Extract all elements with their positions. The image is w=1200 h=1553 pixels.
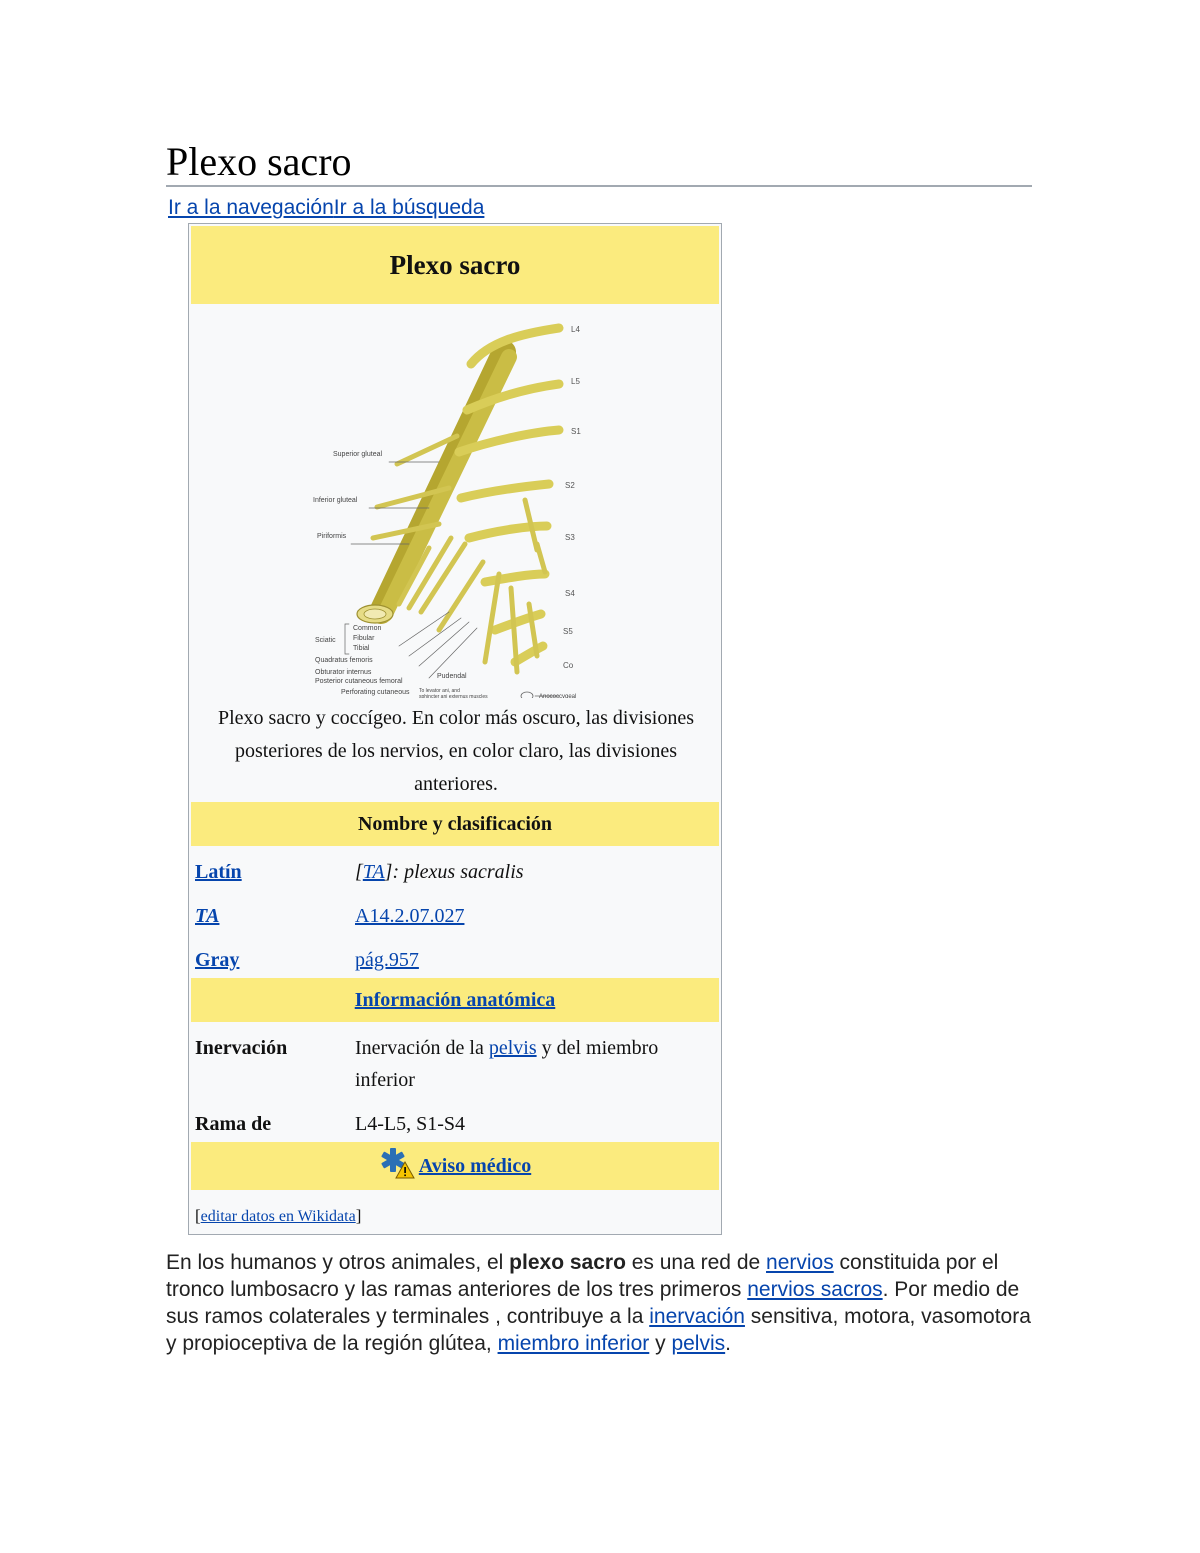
level-label: L5 bbox=[571, 377, 580, 386]
nerve-label: Tibial bbox=[353, 645, 370, 652]
level-label: L4 bbox=[571, 325, 580, 334]
nerve-label: Quadratus femoris bbox=[315, 657, 373, 664]
nerve-label: Pudendal bbox=[437, 673, 467, 680]
intro-text: constituida por el tronco lumbosacro y las ramas anteriores de los tres primeros bbox=[166, 1251, 999, 1301]
inervacion-link[interactable]: inervación bbox=[649, 1305, 745, 1328]
nerve-label: To levator ani, and bbox=[419, 688, 460, 694]
nerve-label: Sciatic bbox=[315, 637, 336, 644]
nerve-label: Anococcygeal bbox=[539, 694, 577, 698]
innervation-value bbox=[355, 1032, 715, 1096]
jump-to-search-link[interactable]: Ir a la búsqueda bbox=[333, 196, 485, 219]
level-label: S5 bbox=[563, 627, 573, 636]
innervation-text: Inervación de la bbox=[355, 1037, 489, 1059]
intro-text: es una red de bbox=[625, 1251, 767, 1274]
level-label: S3 bbox=[565, 533, 575, 542]
star-of-life-warning-icon bbox=[379, 1146, 415, 1180]
sacral-plexus-illustration[interactable] bbox=[289, 312, 609, 698]
title-divider bbox=[166, 185, 1032, 187]
level-label: S1 bbox=[571, 427, 581, 436]
nervios-sacros-link[interactable]: nervios sacros bbox=[747, 1278, 883, 1301]
intro-text: . Por medio de sus ramos colaterales y terminales , contribuye a la bbox=[166, 1278, 1020, 1328]
ta-link[interactable]: TA bbox=[195, 905, 220, 927]
jump-links bbox=[168, 194, 484, 222]
nerve-label: Fibular bbox=[353, 635, 375, 642]
intro-paragraph bbox=[166, 1249, 1046, 1357]
latin-name: : plexus sacralis bbox=[392, 861, 524, 883]
nerve-label: Superior gluteal bbox=[333, 451, 383, 458]
intro-text: En los humanos y otros animales, el bbox=[166, 1251, 510, 1274]
nerve-label: Inferior gluteal bbox=[313, 497, 358, 504]
page-title: Plexo sacro bbox=[166, 139, 352, 184]
ta-ref-link[interactable]: TA bbox=[362, 861, 385, 883]
infobox-caption: Plexo sacro y coccígeo. En color más oscuro, las divisiones posteriores de los nervios, en color claro, las divisiones anteriores. bbox=[218, 707, 694, 795]
medical-warning-link[interactable]: Aviso médico bbox=[418, 1154, 532, 1177]
pelvis-link[interactable]: pelvis bbox=[488, 1037, 537, 1059]
intro-text: y bbox=[649, 1332, 672, 1355]
level-label: S4 bbox=[565, 589, 575, 598]
nerve-label: Obturator internus bbox=[315, 669, 372, 676]
latin-value: [TA]: plexus sacralis bbox=[355, 861, 524, 883]
level-label: S2 bbox=[565, 481, 575, 490]
nervios-link[interactable]: nervios bbox=[766, 1251, 834, 1274]
section-name-classification: Nombre y clasificación bbox=[191, 802, 719, 846]
innervation-text-end: y del miembro inferior bbox=[355, 1037, 659, 1091]
edit-wikidata-link[interactable]: editar datos en Wikidata bbox=[200, 1208, 356, 1225]
jump-to-navigation-link[interactable]: Ir a la navegación bbox=[168, 196, 334, 219]
ta-code-link[interactable]: A14.2.07.027 bbox=[355, 905, 465, 927]
innervation-label: Inervación bbox=[195, 1037, 288, 1059]
nerve-label: Piriformis bbox=[317, 533, 347, 540]
level-label: Co bbox=[563, 661, 574, 670]
nerve-label: Posterior cutaneous femoral bbox=[315, 678, 403, 685]
miembro-inferior-link[interactable]: miembro inferior bbox=[497, 1332, 650, 1355]
wikidata-edit: [editar datos en Wikidata] bbox=[195, 1206, 362, 1225]
intro-bold-term: plexo sacro bbox=[509, 1251, 626, 1274]
nerve-label: sphincter ani externus muscles bbox=[419, 694, 488, 698]
section-anatomical-info bbox=[191, 978, 719, 1022]
nerve-label: Perforating cutaneous bbox=[341, 689, 410, 696]
intro-text: . bbox=[725, 1332, 731, 1355]
branch-value: L4-L5, S1-S4 bbox=[355, 1113, 465, 1135]
medical-warning-section bbox=[191, 1142, 719, 1190]
infobox bbox=[188, 223, 722, 1235]
gray-page-link[interactable]: pág.957 bbox=[355, 949, 419, 971]
gray-link[interactable]: Gray bbox=[195, 949, 240, 971]
nerve-label: Common bbox=[353, 625, 382, 632]
intro-text: sensitiva, motora, vasomotora y propioceptiva de la región glútea, bbox=[166, 1305, 1031, 1355]
latin-link[interactable]: Latín bbox=[195, 861, 242, 883]
infobox-title: Plexo sacro bbox=[191, 226, 719, 304]
pelvis-body-link[interactable]: pelvis bbox=[671, 1332, 726, 1355]
branch-label: Rama de bbox=[195, 1113, 272, 1135]
anatomical-info-link[interactable]: Información anatómica bbox=[354, 988, 556, 1011]
